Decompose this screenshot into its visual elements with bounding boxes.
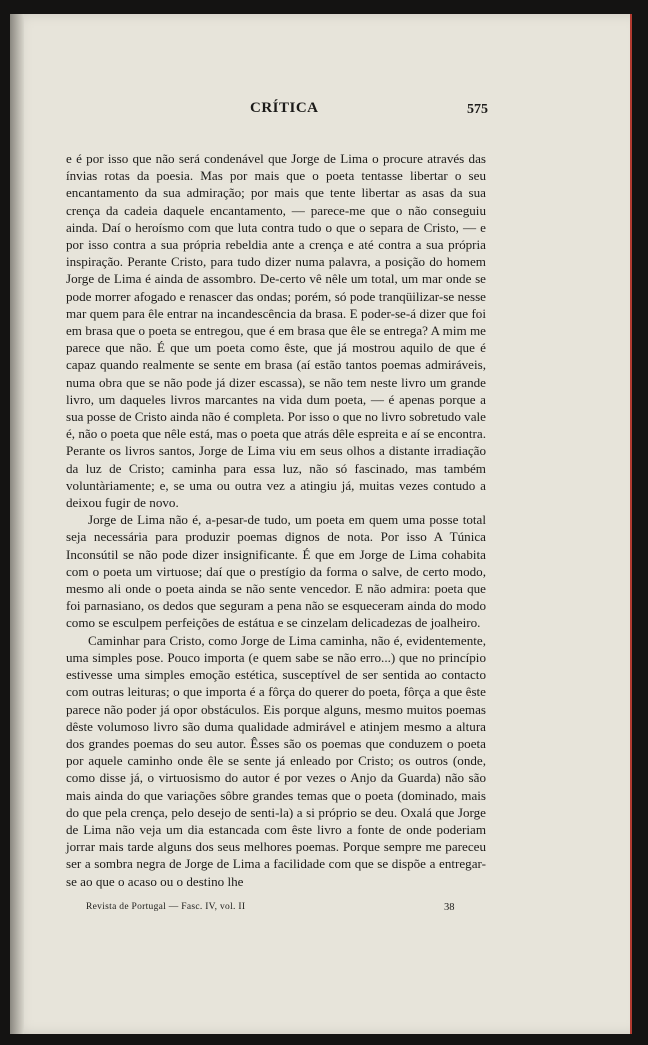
page-gutter xyxy=(10,14,24,1034)
running-title: CRÍTICA xyxy=(250,100,319,116)
page-content xyxy=(66,100,486,922)
paragraph-2: Jorge de Lima não é, a-pesar-de tudo, um poeta em quem uma posse total seja necessária para produzir poemas dignos de nota. Por isso A Túnica Inconsútil se não pode dizer insignificante. É que em Jorge de Lima cohabita com o poeta um virtuose; daí que o prestígio da forma o salve, de certo modo, mesmo ali onde o poeta ainda se não sente vencedor. E não admira: poeta que foi parnasiano, os dedos que seguram a pena não se esqueceram ainda do modo como se esculpem perfeições de estátua e se cinzelam delicadezas de joalheiro. xyxy=(66,512,486,631)
paragraph-3: Caminhar para Cristo, como Jorge de Lima caminha, não é, evidentemente, uma simples pose. Pouco importa (e quem sabe se não erro...) que no princípio estivesse uma simples emoção estética, susceptível de ser sentida ao contacto com outras leituras; o que importa é a fôrça do querer do poeta, fôrça a que êste parece não poder já opor obstáculos. Eis porque alguns, mesmo muitos poemas dêste volumoso livro são duma qualidade admirável e atinjem mesmo a altura dos grandes poemas do seu autor. Êsses são os poemas que conduzem o poeta por aquele caminho onde êle se sente já enleado por Cristo; os outros (onde, como disse já, o virtuosismo do autor é por vezes o Anjo da Guarda) não são mais ainda do que variações sôbre grandes temas que o poeta (dominado, mais do que pela crença, pelo desejo de senti-la) a si próprio se deu. Oxalá que Jorge de Lima não veja um dia estancada com êste livro a fonte de onde poderiam jorrar mais tarde alguns dos seus melhores poemas. Porque sempre me pareceu ser a sombra negra de Jorge de Lima a facilidade com que se dispõe a entregar-se ao que o acaso ou o destino lhe xyxy=(66,632,486,889)
body-text xyxy=(66,150,486,890)
page-number: 575 xyxy=(467,102,488,117)
signature-mark: 38 xyxy=(444,901,455,913)
page-header xyxy=(66,100,486,128)
journal-line: Revista de Portugal — Fasc. IV, vol. II xyxy=(86,901,246,912)
page-footer xyxy=(66,902,486,922)
paragraph-1: e é por isso que não será condenável que Jorge de Lima o procure através das ínvias rotas da poesia. Mas por mais que o poeta tentasse libertar o seu encantamento da sua admiração; por mais que tente libertar as asas da sua crença da cadeia daquele encantamento, — parece-me que o não conseguiu ainda. Daí o heroísmo com que luta contra tudo o que o separa de Cristo, — e por isso contra a sua própria rebeldia ante a crença e até contra a sua própria inspiração. Perante Cristo, para tudo dizer numa palavra, a posição do homem Jorge de Lima é ainda de assombro. De-certo vê nêle um total, um mar onde se pode morrer afogado e renascer das ondas; porém, só pode tranqüilizar-se nesse mar quem para êle entrar na incandescência da brasa. E poder-se-á dizer que foi em brasa que o poeta se entregou, que é em brasa que êle se entrega? A mim me parece que não. É que um poeta como êste, que já mostrou aquilo de que é capaz quando realmente se sente em brasa (aí estão tantos poemas admiráveis, numa obra que se não pode já dizer escassa), se não tem neste livro um grande livro, um daqueles livros marcantes na vida dum poeta, — é apenas porque a sua posse de Cristo ainda não é completa. Por isso o que no livro sobretudo vale é, não o poeta que nêle está, mas o poeta que atrás dêle espreita e aí se encontra. Perante os livros santos, Jorge de Lima viu em seus olhos a distante irradiação da luz de Cristo; caminha para essa luz, não só fascinado, mas também voluntàriamente; e, se uma ou outra vez a atingiu já, muitas vezes contudo a deixou fugir de novo. xyxy=(66,151,486,511)
